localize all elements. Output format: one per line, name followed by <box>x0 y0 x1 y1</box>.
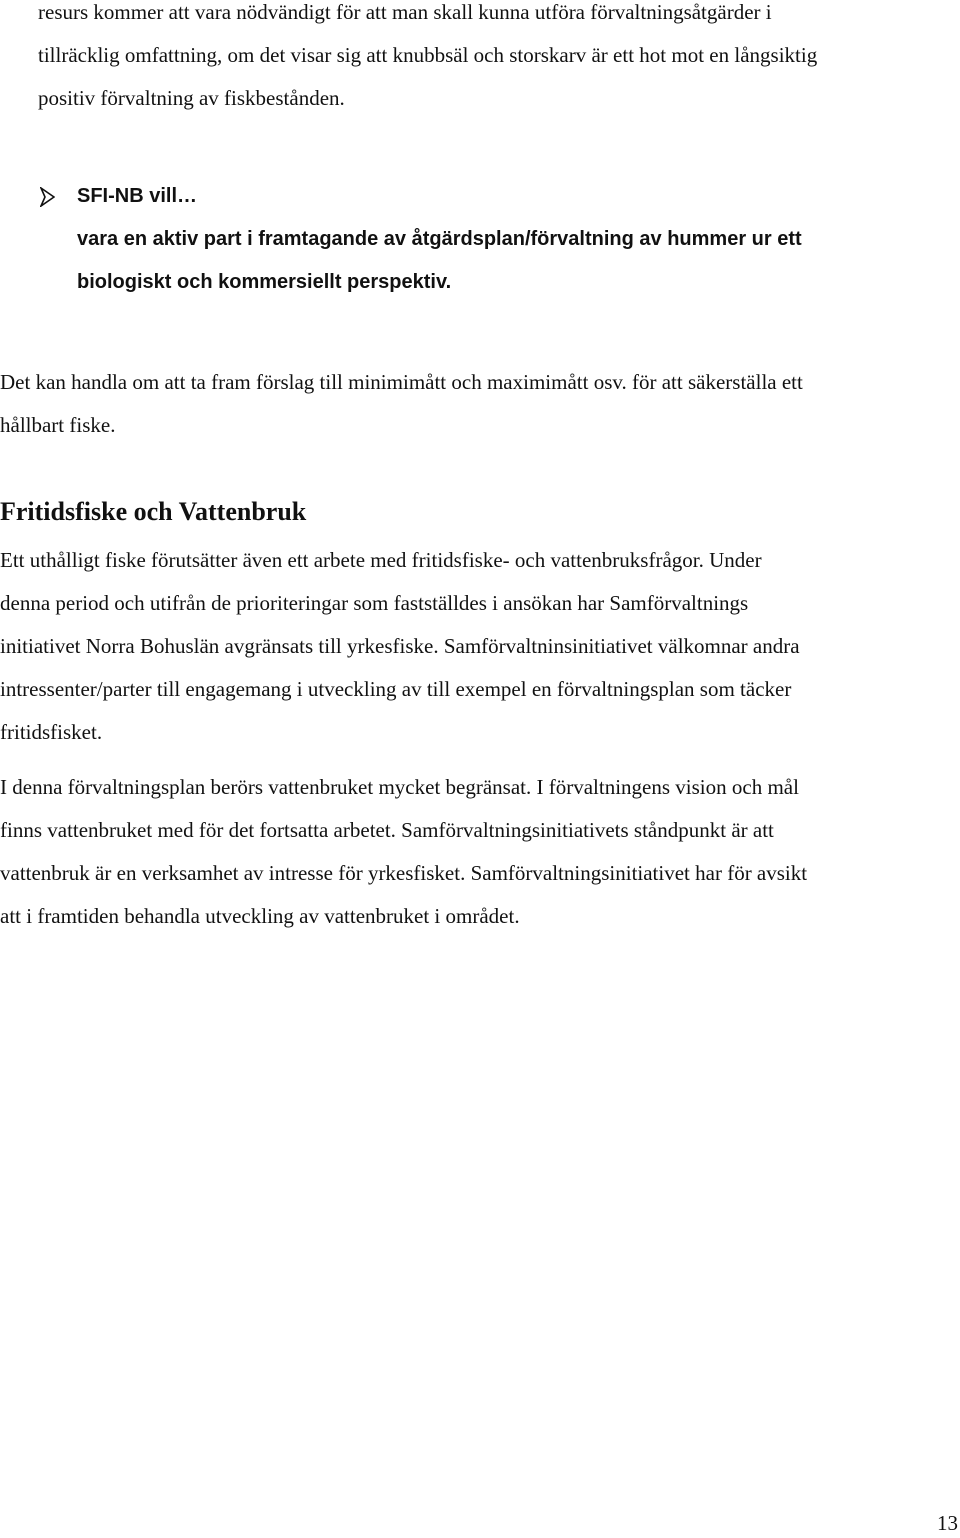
intro-paragraph <box>38 0 817 120</box>
text-line: finns vattenbruket med för det fortsatta arbetet. Samförvaltningsinitiativets ståndpunkt är att <box>0 818 774 842</box>
text-line: initiativet Norra Bohuslän avgränsats till yrkesfiske. Samförvaltninsinitiativet välkomnar andra <box>0 634 800 658</box>
page-number: 13 <box>937 1511 958 1535</box>
text-line: att i framtiden behandla utveckling av vattenbruket i området. <box>0 904 520 928</box>
text-line: intressenter/parter till engagemang i utveckling av till exempel en förvaltningsplan som täcker <box>0 677 792 701</box>
text-line: I denna förvaltningsplan berörs vattenbruket mycket begränsat. I förvaltningens vision och mål <box>0 775 799 799</box>
text-line: denna period och utifrån de prioriteringar som fastställdes i ansökan har Samförvaltnings <box>0 591 749 615</box>
note-paragraph <box>0 361 803 447</box>
text-line: Ett uthålligt fiske förutsätter även ett arbete med fritidsfiske- och vattenbruksfrågor. Under <box>0 548 762 572</box>
text-line: hållbart fiske. <box>0 413 116 437</box>
section-paragraph-2 <box>0 766 807 938</box>
bullet-body-line: biologiskt och kommersiellt perspektiv. <box>77 271 452 293</box>
text-line: resurs kommer att vara nödvändigt för att man skall kunna utföra förvaltningsåtgärder i <box>38 0 772 24</box>
text-line: fritidsfisket. <box>0 720 103 744</box>
bullet-title: SFI-NB vill… <box>77 185 198 207</box>
text-line: positiv förvaltning av fiskbestånden. <box>38 86 345 110</box>
bullet-body-line: vara en aktiv part i framtagande av åtgärdsplan/förvaltning av hummer ur ett <box>77 228 802 250</box>
arrow-bullet-icon <box>40 187 55 207</box>
text-line: vattenbruk är en verksamhet av intresse för yrkesfisket. Samförvaltningsinitiativet har för avsikt <box>0 861 808 885</box>
section-paragraph-1 <box>0 539 800 754</box>
section-heading: Fritidsfiske och Vattenbruk <box>0 497 307 526</box>
text-line: Det kan handla om att ta fram förslag till minimimått och maximimått osv. för att säkerställa ett <box>0 370 803 394</box>
text-line: tillräcklig omfattning, om det visar sig att knubbsäl och storskarv är ett hot mot en långsiktig <box>38 43 818 67</box>
